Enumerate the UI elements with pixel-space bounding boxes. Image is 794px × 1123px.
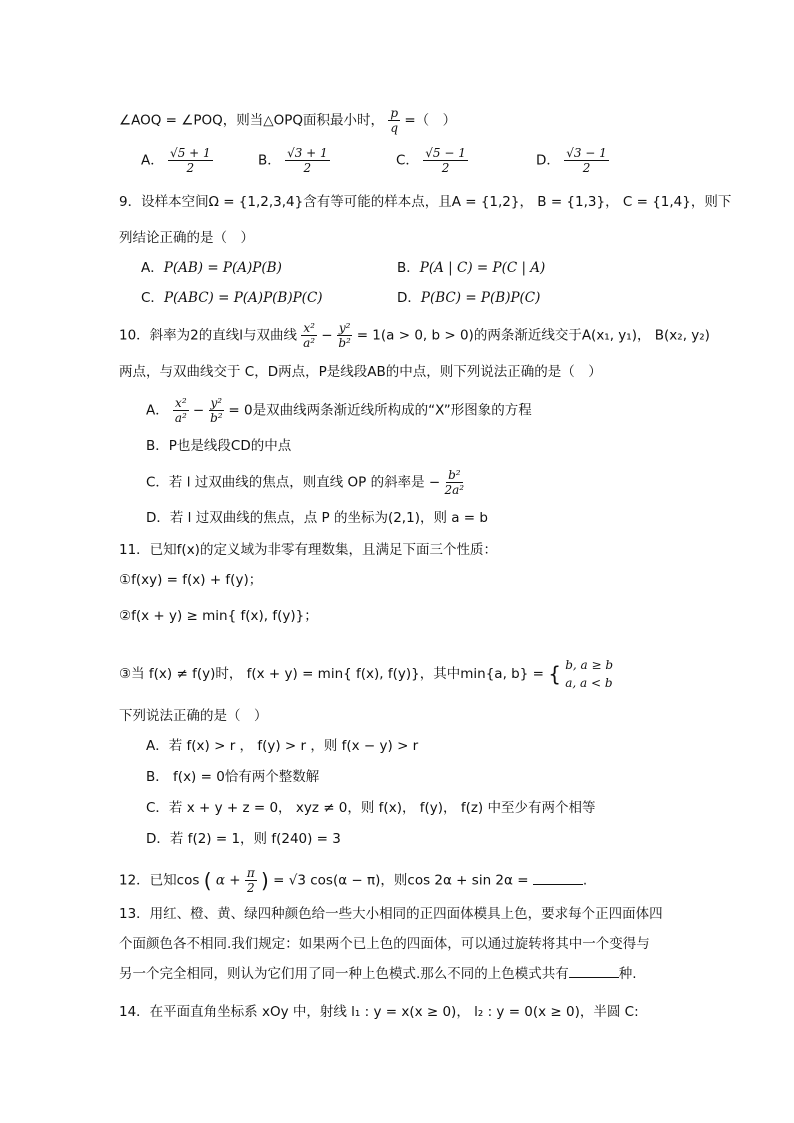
q8-fraction: $\frac{p}{q}$ xyxy=(390,106,399,135)
q11-option-b: B． f(x) = 0恰有两个整数解 xyxy=(146,769,320,785)
q13-line-3: 另一个完全相同，则认为它们用了同一种上色模式.那么不同的上色模式共有 种. xyxy=(119,966,637,982)
q10-line-2: 两点，与双曲线交于 C，D两点，P是线段AB的中点，则下列说法正确的是（ ） xyxy=(119,364,602,380)
q10-line-1: 10．斜率为2的直线l与双曲线 $\frac{\text{x²}}{\text{a²}}$ − $\frac{\text{y²}}{\text{b²}}$ = 1(a > 0, b > 0)的两条渐近线交于A(x₁, y₁)， B(x₂, y₂) xyxy=(119,321,710,350)
q10-option-d: D．若 l 过双曲线的焦点，点 P 的坐标为(2,1)，则 a = b xyxy=(146,510,488,526)
q11-option-d: D．若 f(2) = 1，则 f(240) = 3 xyxy=(146,831,341,847)
q11-option-c: C．若 x + y + z = 0， xyz ≠ 0，则 f(x)， f(y)， f(z) 中至少有两个相等 xyxy=(146,800,596,816)
q11-property-2: ②f(x + y) ≥ min{ f(x), f(y)}； xyxy=(119,608,318,624)
q11-option-a: A．若 f(x) > r ， f(y) > r ，则 f(x − y) > r xyxy=(146,738,419,754)
q11-property-1: ①f(xy) = f(x) + f(y)； xyxy=(119,572,263,588)
q12-line: 12．已知cos ( α + $\frac{\pi}{2}$ ) = √3 cos(α − π)，则cos 2α + sin 2α = . xyxy=(119,866,588,895)
q13-line-2: 个面颜色各不相同.我们规定：如果两个已上色的四面体，可以通过旋转将其中一个变得与 xyxy=(119,936,650,952)
q13-answer-blank[interactable] xyxy=(569,965,619,978)
q14-line-1: 14．在平面直角坐标系 xOy 中，射线 l₁ : y = x(x ≥ 0)， l₂ : y = 0(x ≥ 0)，半圆 C: xyxy=(119,1004,639,1020)
q11-case-2: a, a < b xyxy=(565,676,613,690)
q9-line-2: 列结论正确的是（ ） xyxy=(119,230,254,246)
q9-option-d: D．P(BC) = P(B)P(C) xyxy=(397,290,541,306)
q9-option-c: C．P(ABC) = P(A)P(B)P(C) xyxy=(141,290,323,306)
q8-option-a: A． $\frac{√5 + 1}{2}$ xyxy=(141,146,211,175)
q8-option-b: B． $\frac{√3 + 1}{2}$ xyxy=(258,146,328,175)
q11-property-3: ③当 f(x) ≠ f(y)时， f(x + y) = min{ f(x), f(y)}，其中min{a, b} = { b, a ≥ b a, a < b xyxy=(119,658,614,690)
q10-option-a: A． $\frac{\text{x²}}{\text{a²}}$ − $\frac{\text{y²}}{\text{b²}}$ = 0是双曲线两条渐近线所构成的“X”形图象的方程 xyxy=(146,396,532,425)
q12-answer-blank[interactable] xyxy=(533,872,583,885)
q9-option-b: B．P(A | C) = P(C | A) xyxy=(397,260,546,276)
q10-option-c: C．若 l 过双曲线的焦点，则直线 OP 的斜率是 − $\frac{\text{b²}}{\text{2a²}}$ xyxy=(146,468,465,497)
q10-option-b: B．P也是线段CD的中点 xyxy=(146,438,292,454)
q8-stem-text: ∠AOQ = ∠POQ，则当△OPQ面积最小时， xyxy=(119,112,385,129)
q11-case-1: b, a ≥ b xyxy=(565,658,614,672)
q8-option-c: C． $\frac{√5 - 1}{2}$ xyxy=(396,146,466,175)
q11-stem: 下列说法正确的是（ ） xyxy=(119,708,268,724)
q8-stem xyxy=(119,106,456,135)
q9-line-1: 9．设样本空间Ω = {1,2,3,4}含有等可能的样本点，且A = {1,2}， B = {1,3}， C = {1,4}，则下 xyxy=(119,194,732,210)
q8-option-d: D． $\frac{√3 - 1}{2}$ xyxy=(536,146,607,175)
q9-option-a: A．P(AB) = P(A)P(B) xyxy=(141,260,282,276)
q11-line-1: 11．已知f(x)的定义域为非零有理数集，且满足下面三个性质： xyxy=(119,542,497,558)
q8-stem-end: =（ ） xyxy=(404,112,457,129)
q13-line-1: 13．用红、橙、黄、绿四种颜色给一些大小相同的正四面体模具上色，要求每个正四面体四 xyxy=(119,906,663,922)
